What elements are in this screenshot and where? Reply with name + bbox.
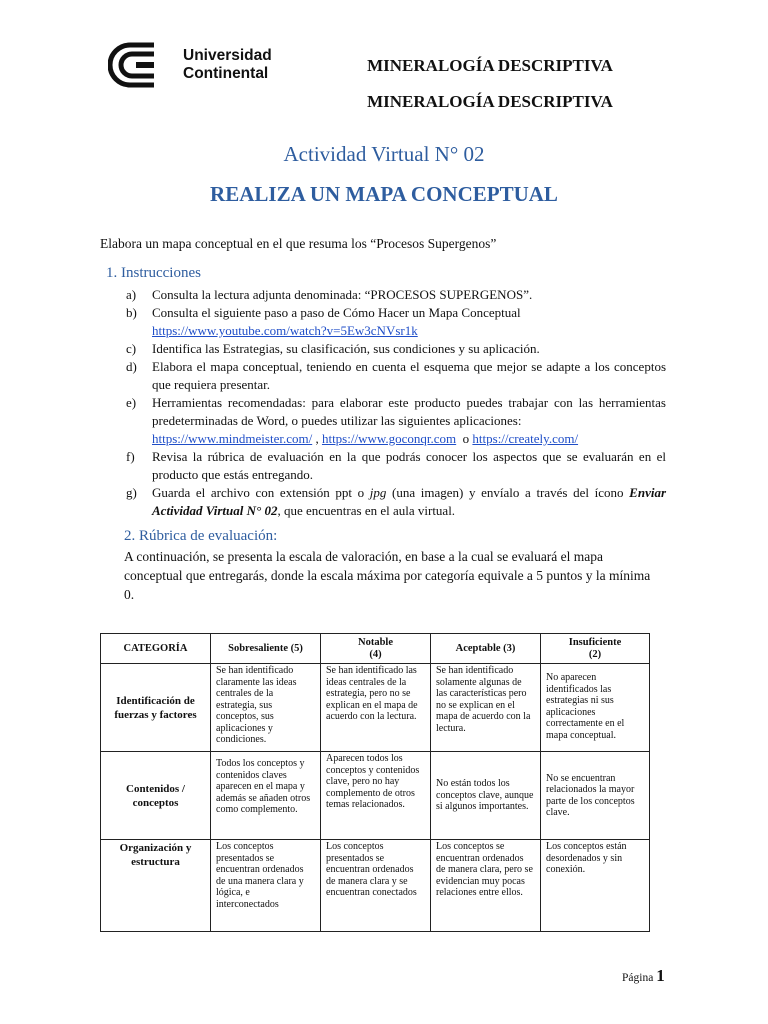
intro-text: Elabora un mapa conceptual en el que resuma los “Procesos Supergenos”: [100, 236, 497, 251]
activity-title: Actividad Virtual N° 02: [283, 142, 485, 166]
column-header: Sobresaliente (5): [211, 634, 321, 664]
category-cell: Contenidos / conceptos: [101, 752, 211, 840]
list-item: b) Consulta el siguiente paso a paso de Cómo Hacer un Mapa Conceptual https://www.youtube.com/watch?v=5Ew3cNVsr1k: [126, 305, 521, 338]
column-header: Aceptable (3): [431, 634, 541, 664]
table-cell: Se han identificado solamente algunas de las características pero no se explican en el mapa de acuerdo con la lectura.: [431, 664, 541, 752]
list-item: d) Elabora el mapa conceptual, teniendo en cuenta el esquema que mejor se adapte a los conceptos que requiera presentar.: [126, 359, 666, 392]
table-cell: Los conceptos presentados se encuentran ordenados de manera clara y se encuentran conectados: [321, 840, 431, 932]
instructions-list: [126, 286, 666, 520]
table-cell: Aparecen todos los conceptos y contenidos clave, pero no hay complemento de otros temas relacionados.: [321, 752, 431, 840]
column-header: Notable (4): [321, 634, 431, 664]
instructions-heading: 1. Instrucciones: [106, 265, 201, 281]
list-item: g) Guarda el archivo con extensión ppt o jpg (una imagen) y envíalo a través del ícono Enviar Actividad Virtual N° 02, que encuentras en el aula virtual.: [126, 485, 667, 518]
university-logo: [108, 42, 288, 88]
table-cell: Los conceptos se encuentran ordenados de manera clara, pero se evidencian muy pocas relaciones entre ellos.: [431, 840, 541, 932]
table-header-row: [101, 634, 650, 664]
rubric-heading: 2. Rúbrica de evaluación:: [124, 528, 278, 544]
course-title: MINERALOGÍA DESCRIPTIVA: [367, 56, 613, 75]
table-row: [101, 664, 650, 752]
submit-activity-reference: Enviar Actividad Virtual N° 02: [152, 485, 667, 518]
table-row: [101, 752, 650, 840]
logo-text-line2: Continental: [183, 65, 269, 82]
table-cell: Se han identificado las ideas centrales de la estrategia, pero no se explican en el mapa de acuerdo con la lectura.: [321, 664, 431, 752]
list-item: a) Consulta la lectura adjunta denominada: “PROCESOS SUPERGENOS”.: [126, 287, 533, 302]
list-item: f) Revisa la rúbrica de evaluación en la que podrás conocer los aspectos que se evaluarán en el producto que estás entregando.: [126, 449, 666, 482]
continental-logo-icon: [108, 42, 174, 88]
rubric-table: [100, 633, 650, 932]
list-item: c) Identifica las Estrategias, su clasificación, sus condiciones y su aplicación.: [126, 341, 540, 356]
youtube-link[interactable]: https://www.youtube.com/watch?v=5Ew3cNVsr1k: [152, 323, 418, 338]
category-cell: Organización y estructura: [101, 840, 211, 932]
list-item: e) Herramientas recomendadas: para elaborar este producto puedes trabajar con las herramientas predeterminadas de Word, o puedes utilizar las siguientes aplicaciones: https://www.mindmeister.com/ , https://www.goconqr.com o https://creately.com/: [126, 395, 666, 446]
table-cell: Los conceptos presentados se encuentran ordenados de una manera clara y lógica, e interconectados: [211, 840, 321, 932]
logo-text-line1: Universidad: [183, 47, 272, 64]
column-header: Insuficiente (2): [541, 634, 650, 664]
category-cell: Identificación de fuerzas y factores: [101, 664, 211, 752]
table-cell: Se han identificado claramente las ideas centrales de la estrategia, sus conceptos, sus aplicaciones y condiciones.: [211, 664, 321, 752]
goconqr-link[interactable]: https://www.goconqr.com: [321, 431, 457, 446]
rubric-intro: A continuación, se presenta la escala de valoración, en base a la cual se evaluará el mapa conceptual que entregarás, donde la escala máxima por categoría equivale a 5 puntos y la mínima 0.: [124, 549, 651, 602]
table-cell: No están todos los conceptos clave, aunque si algunos importantes.: [431, 752, 541, 840]
mindmeister-link[interactable]: https://www.mindmeister.com/: [152, 431, 313, 446]
page-number: Página 1: [622, 966, 665, 985]
course-subtitle: MINERALOGÍA DESCRIPTIVA: [367, 92, 613, 111]
table-cell: Todos los conceptos y contenidos claves aparecen en el mapa y además se añaden otros como complemento.: [211, 752, 321, 840]
table-row: [101, 840, 650, 932]
table-cell: No aparecen identificados las estrategias ni sus aplicaciones correctamente en el mapa conceptual.: [541, 664, 650, 752]
table-cell: No se encuentran relacionados la mayor parte de los conceptos clave.: [541, 752, 650, 840]
column-header: CATEGORÍA: [101, 634, 211, 664]
creately-link[interactable]: https://creately.com/: [472, 431, 579, 446]
main-title: REALIZA UN MAPA CONCEPTUAL: [210, 182, 558, 206]
table-cell: Los conceptos están desordenados y sin conexión.: [541, 840, 650, 932]
